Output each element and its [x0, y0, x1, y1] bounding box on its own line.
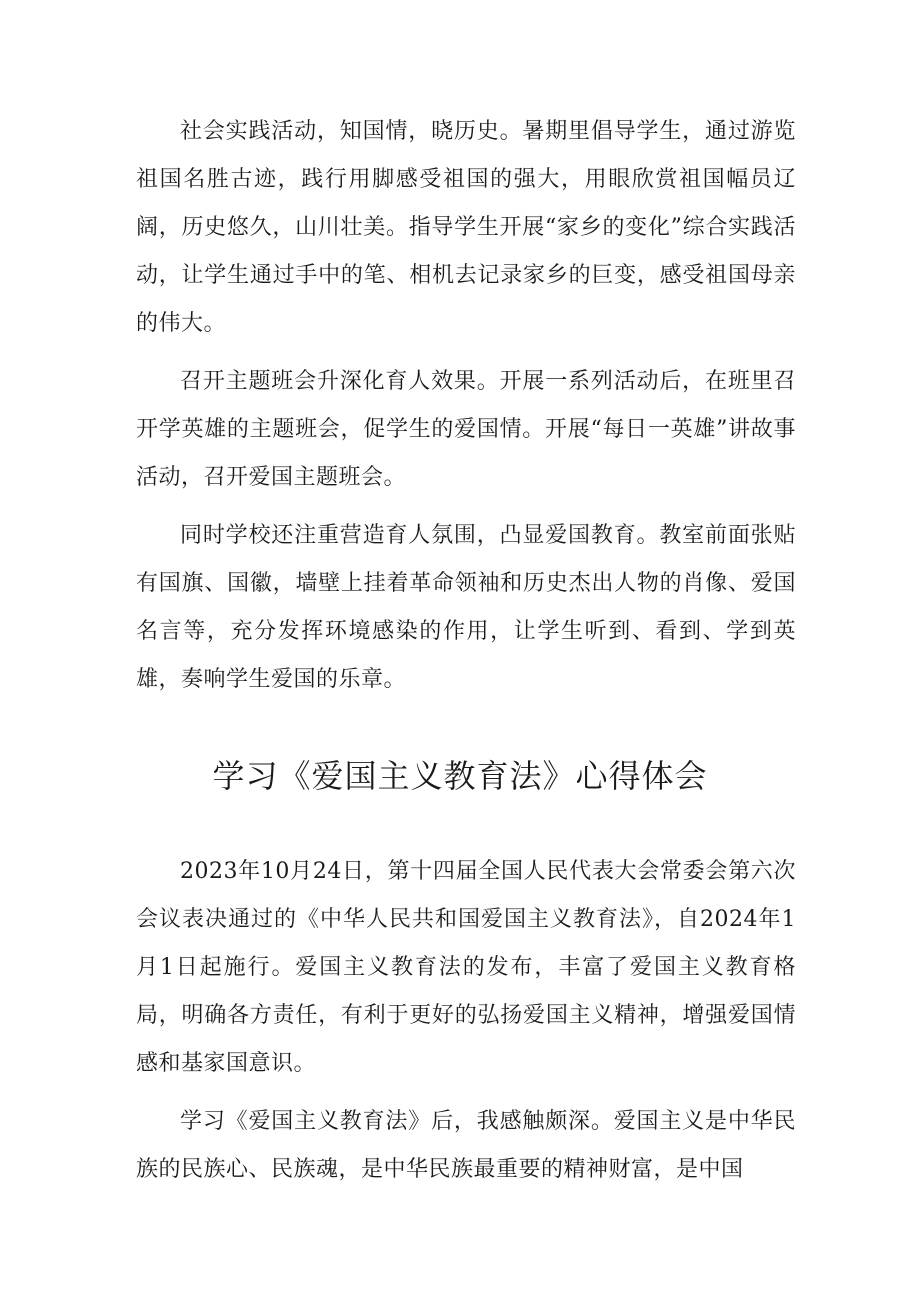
section-previous-text: [136, 108, 796, 704]
paragraph-school-atmosphere: 同时学校还注重营造育人氛围，凸显爱国教育。教室前面张贴有国旗、国徽，墙壁上挂着革命领袖和历史杰出人物的肖像、爱国名言等，充分发挥环境感染的作用，让学生听到、看到、学到英雄，奏响学生爱国的乐章。: [136, 523, 796, 692]
paragraph-law-adoption: 2023年10月24日，第十四届全国人民代表大会常委会第六次会议表决通过的《中华人民共和国爱国主义教育法》，自2024年1月1日起施行。爱国主义教育法的发布，丰富了爱国主义教育格局，明确各方责任，有利于更好的弘扬爱国主义精神，增强爱国情感和基家国意识。: [136, 859, 796, 1076]
paragraph-theme-class-meeting: 召开主题班会升深化育人效果。开展一系列活动后，在班里召开学英雄的主题班会，促学生的爱国情。开展“每日一英雄”讲故事活动，召开爱国主题班会。: [136, 369, 796, 490]
article-body: [136, 848, 796, 1194]
article-title: 学习《爱国主义教育法》心得体会: [212, 757, 708, 795]
paragraph-social-practice: 社会实践活动，知国情，晓历史。暑期里倡导学生，通过游览祖国名胜古迹，践行用脚感受祖国的强大，用眼欣赏祖国幅员辽阔，历史悠久，山川壮美。指导学生开展“家乡的变化”综合实践活动，让学生通过手中的笔、相机去记录家乡的巨变，感受祖国母亲的伟大。: [136, 119, 796, 336]
paragraph-reflection: 学习《爱国主义教育法》后，我感触颇深。爱国主义是中华民族的民族心、民族魂，是中华民族最重要的精神财富，是中国: [136, 1109, 796, 1182]
